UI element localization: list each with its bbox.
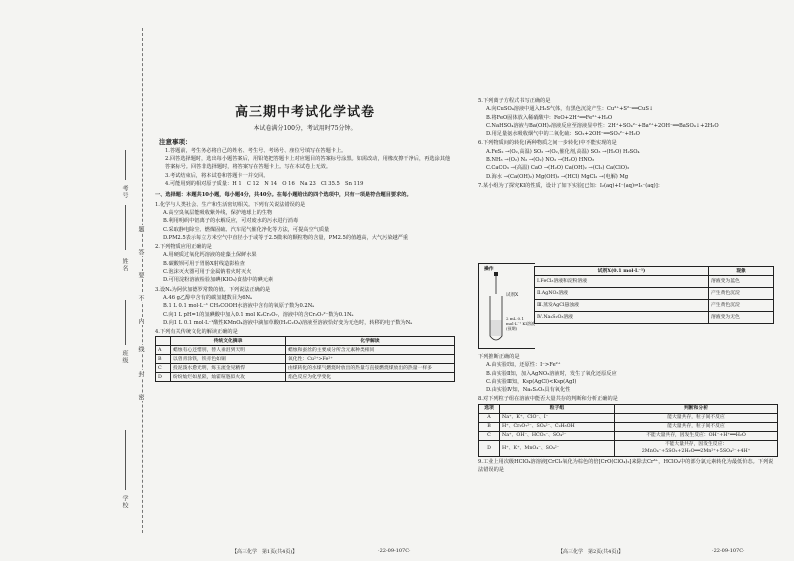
table-cell: H⁺、K⁺、MnO₄⁻、SO₄²⁻ bbox=[500, 440, 615, 456]
table-header: 选项 bbox=[479, 404, 500, 413]
table-cell: Na⁺、OH⁻、HCO₃⁻、SO₄²⁻ bbox=[500, 431, 615, 440]
question-9: 9.工业上用次级HClO₄溶溶液[CrCl₃氧化为棕色的倍[CrO(ClO₄)₂]来除去Cr³⁺，HClO₄中的部分氯元素转化为最低价态。下列说法错误的是 bbox=[478, 458, 774, 474]
exam-subtitle: 本试卷满分100分，考试用时75分钟。 bbox=[253, 125, 357, 133]
table-row bbox=[479, 422, 778, 431]
field-name: 姓名 bbox=[121, 258, 128, 272]
footer-code-2: ·22-09-107C· bbox=[712, 548, 745, 554]
option: D.由实验Ⅳ知，Na₂S₂O₃具有氧化性 bbox=[486, 387, 571, 394]
table-row bbox=[156, 355, 455, 364]
question-1: 1.化学与人类社会、生产和生活密切相关。下列有关说法错误的是 bbox=[155, 201, 306, 208]
table-cell: 投泥泼水愈光明，烁玉流金见精悍 bbox=[171, 364, 286, 373]
table-cell: D bbox=[479, 440, 500, 456]
field-line bbox=[125, 300, 126, 345]
table-cell: 产生黄色沉淀 bbox=[709, 288, 774, 300]
field-line bbox=[125, 205, 126, 250]
table-row bbox=[479, 413, 778, 422]
table-cell: 溶液变为无色 bbox=[709, 312, 774, 324]
page-2 bbox=[478, 96, 778, 190]
table-row bbox=[156, 364, 455, 373]
field-line bbox=[125, 150, 126, 180]
field-line bbox=[125, 430, 126, 490]
table-cell: Na⁺、K⁺、ClO⁻、I⁻ bbox=[500, 413, 615, 422]
exam-title: 高三期中考试化学试卷 bbox=[234, 105, 375, 120]
table-cell: B bbox=[479, 422, 500, 431]
option: C.NaHSO₄溶液与Ba(OH)₂溶液反应至溶液显中性：2H⁺+SO₄²⁻+Ba²⁺+2OH⁻══BaSO₄↓+2H₂O bbox=[486, 122, 719, 129]
option: D.向1 L 0.1 mol·L⁻¹酸性KMnO₄溶液中滴加草酸(H₂C₂O₄)溶液至溶液恰好变为无色时，转移的电子数为Nₐ bbox=[163, 319, 413, 326]
table-cell: Ⅳ.Na₂S₂O₃溶液 bbox=[535, 312, 709, 324]
q7-judge: 下列推断正确的是 bbox=[478, 354, 520, 360]
field-class: 班级 bbox=[121, 350, 128, 364]
reagent-x-label: 试剂X bbox=[506, 293, 519, 298]
q7-op-cell bbox=[478, 263, 535, 349]
option: A.向CuSO₄溶液中通入H₂S气体，有黑色沉淀产生：Cu²⁺+S²⁻══CuS↓ bbox=[486, 106, 654, 113]
option: A.46 g乙醇中含有的碳氢键数目为6Nₐ bbox=[163, 294, 253, 301]
seal-word: 内 bbox=[137, 318, 144, 324]
seal-word: 线 bbox=[137, 346, 144, 352]
section-heading: 一、选择题：本题共10小题，每小题4分，共40分。在每小题给出的四个选项中，只有一项是符合题目要求的。 bbox=[155, 192, 412, 199]
option: B.1 L 0.1 mol·L⁻¹ CH₃COOH水溶液中含有的氧原子数为0.2Nₐ bbox=[163, 303, 315, 310]
option: A.高空臭氧层能吸收紫外线，保护地球上的生物 bbox=[163, 209, 273, 216]
culture-table bbox=[155, 336, 455, 382]
seal-word: 密 bbox=[137, 394, 144, 400]
option: C.向1 L pH=1的氢碘酸中加入0.1 mol K₂Cr₂O₇，溶液中的含Cr₂O₇²⁻数为0.1Nₐ bbox=[163, 311, 354, 318]
option: C.CaCO₃ →(高温) CaO →(H₂O) Ca(OH)₂ →(Cl₂) Ca(ClO)₂ bbox=[486, 165, 630, 172]
option: D.可用淀粉溶液检验加碘(KIO₃)食盐中的碘元素 bbox=[163, 277, 274, 284]
table-cell: 产生黄色沉淀 bbox=[709, 300, 774, 312]
option: B.利用明矾中铝离子的水解反应，可对废水的污水进行消毒 bbox=[163, 218, 299, 225]
footer-code-1: ·22-09-107C· bbox=[378, 548, 411, 554]
table-cell: Ⅲ.蒸发AgCl悬浊液 bbox=[535, 300, 709, 312]
table-header: 现象 bbox=[709, 267, 774, 276]
table-cell: C bbox=[156, 364, 171, 373]
seal-line bbox=[142, 28, 143, 533]
seal-word: 要 bbox=[137, 272, 144, 278]
table-row bbox=[479, 431, 778, 440]
question-5: 5.下列离子方程式书写正确的是 bbox=[478, 98, 551, 104]
table-cell: B bbox=[156, 355, 171, 364]
table-cell: Ⅰ.FeCl₃溶液和淀粉溶液 bbox=[535, 276, 709, 288]
table-cell: 以曾青涂铁，铁赤色如铜 bbox=[171, 355, 286, 364]
table-cell: 蜡烛有心还惜别，替人垂泪到天明 bbox=[171, 346, 286, 355]
binding-margin bbox=[0, 0, 150, 561]
seal-word: 答 bbox=[137, 249, 144, 255]
table-header: 传统文化摘录 bbox=[171, 337, 286, 346]
table-cell: 能大量共存，粒子间不反应 bbox=[615, 413, 778, 422]
table-cell: C bbox=[479, 431, 500, 440]
question-6: 6.下列物质间的转化(两种物质之间一步转化)中不能实现的是 bbox=[478, 140, 617, 147]
table-cell: 纷纷灿烂如星陨，灿霍喧豗似火攻 bbox=[171, 373, 286, 382]
table-row bbox=[535, 276, 774, 288]
table-cell: 不能大量共存，因发生反应：2MnO₄⁻+5SO₂+2H₂O══2Mn²⁺+5SO₄²⁻+4H⁺ bbox=[615, 440, 778, 456]
table-row bbox=[535, 300, 774, 312]
option: B.NH₃ →(O₂) N₂ →(O₂) NO₂ →(H₂O) HNO₃ bbox=[486, 157, 595, 164]
table-row bbox=[535, 288, 774, 300]
field-school: 学校 bbox=[121, 495, 128, 509]
notice-item: 4.可能用到的相对原子质量：H 1 C 12 N 14 O 16 Na 23 Cl 35.5 Sn 119 bbox=[165, 181, 364, 188]
page-1 bbox=[155, 95, 455, 382]
footer-page-1: 【高三化学 第1页(共4页)】 bbox=[232, 549, 298, 555]
seal-word: 不 bbox=[137, 295, 144, 301]
table-cell: 蜡烛和蚕丝的主要成分所含元素种类相同 bbox=[286, 346, 455, 355]
option: D.用足量氨水吸收烟气中的二氧化硫：SO₂+2OH⁻══SO₃²⁻+H₂O bbox=[486, 131, 640, 138]
table-row bbox=[156, 373, 455, 382]
option: D.PM2.5表示每立方米空气中直径小于或等于2.5微米的颗粒物的含量，PM2.5的值越高，大气污染越严重 bbox=[163, 234, 409, 241]
table-header: 粒子组 bbox=[500, 404, 615, 413]
notice-item: 2.回答选择题时，选出每小题答案后，用铅笔把答题卡上对应题目的答案标号涂黑。如需改动，用橡皮擦干净后，再选涂其他答案标号。回答非选择题时，将答案写在答题卡上。写在本试卷上无效。 bbox=[165, 156, 451, 171]
table-header bbox=[156, 337, 171, 346]
option: A.FeS₂ →(O₂,高温) SO₂ →(O₂,催化剂,高温) SO₃ →(H₂O) H₂SO₄ bbox=[486, 148, 640, 155]
option: A.由实验Ⅰ知，还原性：I⁻>Fe²⁺ bbox=[486, 362, 561, 369]
notice-heading: 注意事项： bbox=[159, 137, 192, 146]
option: B.由实验Ⅱ知，加入AgNO₃溶液时，发生了氧化还原反应 bbox=[486, 370, 617, 377]
question-8: 8.对下列粒子组在溶液中能否大量共存的判断和分析正确的是 bbox=[478, 396, 618, 403]
notice-item: 3.考试结束后，将本试卷和答题卡一并交回。 bbox=[165, 172, 269, 179]
table-cell: 焰色反应为化学变化 bbox=[286, 373, 455, 382]
table-cell: 不能大量共存，因发生反应：OH⁻+H⁺══H₂O bbox=[615, 431, 778, 440]
option: B.将FeO固体放入稀硝酸中：FeO+2H⁺══Fe²⁺+H₂O bbox=[486, 114, 613, 121]
table-cell: 由煤转化的水煤气燃烧时放出的热量与直接燃烧煤放出的热量一样多 bbox=[286, 364, 455, 373]
question-3: 3.设Nₐ为阿伏加德罗常数的值。下列说法正确的是 bbox=[155, 286, 271, 293]
q8-table bbox=[478, 404, 778, 457]
table-header: 化学解读 bbox=[286, 337, 455, 346]
q7-table-wrap bbox=[534, 266, 774, 324]
table-cell: H⁺、Cr₂O₇²⁻、SO₄²⁻、C₂H₅OH bbox=[500, 422, 615, 431]
table-header: 试剂X(0.1 mol·L⁻¹) bbox=[535, 267, 709, 276]
option: B.碳酸钡可用于胃肠X射线造影检查 bbox=[163, 260, 245, 267]
table-cell: D bbox=[156, 373, 171, 382]
page-2-lower bbox=[478, 352, 778, 474]
option: C.采取静电除尘、燃煤固硫、汽车尾气催化净化等方法，可提高空气质量 bbox=[163, 226, 330, 233]
question-2: 2.下列物质应用正确的是 bbox=[155, 244, 212, 251]
field-exam-number: 考号 bbox=[121, 185, 128, 199]
question-4: 4.下列有关传统文化的解读正确的是 bbox=[155, 329, 238, 336]
option: D.海水 →(Ca(OH)₂) Mg(OH)₂ →(HCl) MgCl₂ →(电解) Mg bbox=[486, 173, 629, 180]
ki-solution-label: 2 mL 0.1 mol·L⁻¹ KI溶液(预期) bbox=[506, 316, 535, 331]
table-cell: A bbox=[479, 413, 500, 422]
table-cell: Ⅱ.AgNO₃溶液 bbox=[535, 288, 709, 300]
table-cell: 能大量共存，粒子间不反应 bbox=[615, 422, 778, 431]
q7-table bbox=[534, 266, 774, 324]
table-cell: 溶液变为蓝色 bbox=[709, 276, 774, 288]
notice-item: 1.答题前，考生务必将自己的姓名、考生号、考场号、座位号填写在答题卡上。 bbox=[165, 147, 347, 154]
option: A.用硬质过氧化钙溶液的硅藻土保鲜水果 bbox=[163, 252, 257, 259]
option: C.泡沫灭火器可用于金属钠着火时灭火 bbox=[163, 269, 252, 276]
table-cell: 氧化性：Cu²⁺>Fe²⁺ bbox=[286, 355, 455, 364]
table-row bbox=[156, 346, 455, 355]
table-row bbox=[535, 312, 774, 324]
table-cell: A bbox=[156, 346, 171, 355]
question-7: 7.某小组为了探究KI的性质，设计了如下实验[已知：I₂(aq)+I⁻(aq)⇌I₃⁻(aq)]： bbox=[478, 182, 663, 189]
option: C.由实验Ⅲ知，Ksp(AgCl)<Ksp(AgI) bbox=[486, 378, 577, 385]
footer-page-2: 【高三化学 第2页(共4页)】 bbox=[558, 549, 624, 555]
seal-word: 题 bbox=[137, 226, 144, 232]
table-row bbox=[479, 440, 778, 456]
q7-op-header: 操作 bbox=[484, 266, 494, 272]
table-header: 判断和分析 bbox=[615, 404, 778, 413]
seal-word: 封 bbox=[137, 371, 144, 377]
